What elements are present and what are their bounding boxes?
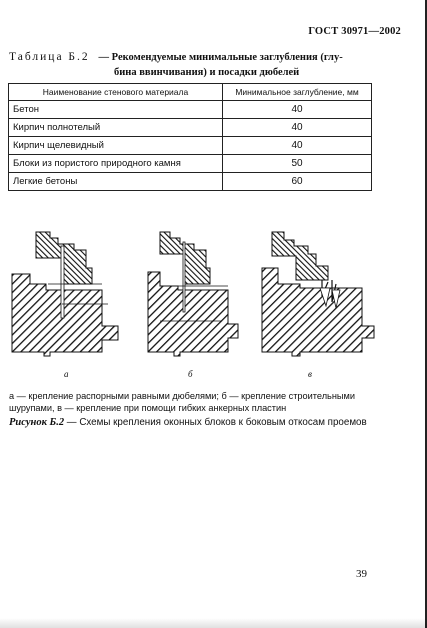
table-row [9,101,372,119]
figure-caption-text: — Схемы крепления оконных блоков к боковым откосам проемов [64,417,367,428]
material-cell: Кирпич полнотелый [9,119,223,137]
depth-cell: 50 [223,155,372,173]
depth-cell: 60 [223,173,372,191]
table-header-row [9,84,372,101]
scheme-c-label: в [308,369,312,379]
screw [183,242,185,312]
material-cell: Кирпич щелевидный [9,137,223,155]
material-cell: Блоки из пористого природного камня [9,155,223,173]
scheme-a-drawing [12,232,118,356]
wall-section [148,272,238,356]
scan-shadow [0,618,427,628]
scheme-c-drawing [262,232,374,356]
figure-legend: а — крепление распорными равными дюбелями; б — крепление строительными шурупами, в — крепление при помощи гибких анкерных пластин [9,391,355,413]
depth-cell: 40 [223,101,372,119]
figure-caption [9,417,389,428]
material-cell: Легкие бетоны [9,173,223,191]
materials-table [8,83,372,191]
fastening-schemes-figure [10,226,380,386]
table-row [9,119,372,137]
wall-section [12,274,118,356]
document-code-header: ГОСТ 30971—2002 [308,26,401,37]
window-frame-section [272,232,328,280]
dowel [61,246,64,318]
column-header-material: Наименование стенового материала [9,84,223,101]
table-label: Таблица Б.2 [9,51,90,63]
table-row [9,173,372,191]
depth-cell: 40 [223,119,372,137]
table-title-line2: бина ввинчивания) и посадки дюбелей [114,67,300,78]
scheme-a-label: а [64,369,69,379]
scheme-b-label: б [188,369,193,379]
table-title-line1: — Рекомендуемые минимальные заглубления (глу- [98,52,343,63]
table-row [9,137,372,155]
wall-section [262,268,374,356]
figure-caption-label: Рисунок Б.2 [9,417,65,428]
table-row [9,155,372,173]
table-caption [9,50,399,80]
material-cell: Бетон [9,101,223,119]
column-header-depth: Минимальное заглубление, мм [223,84,372,101]
page-number: 39 [356,568,367,580]
depth-cell: 40 [223,137,372,155]
scheme-b-drawing [148,232,238,356]
